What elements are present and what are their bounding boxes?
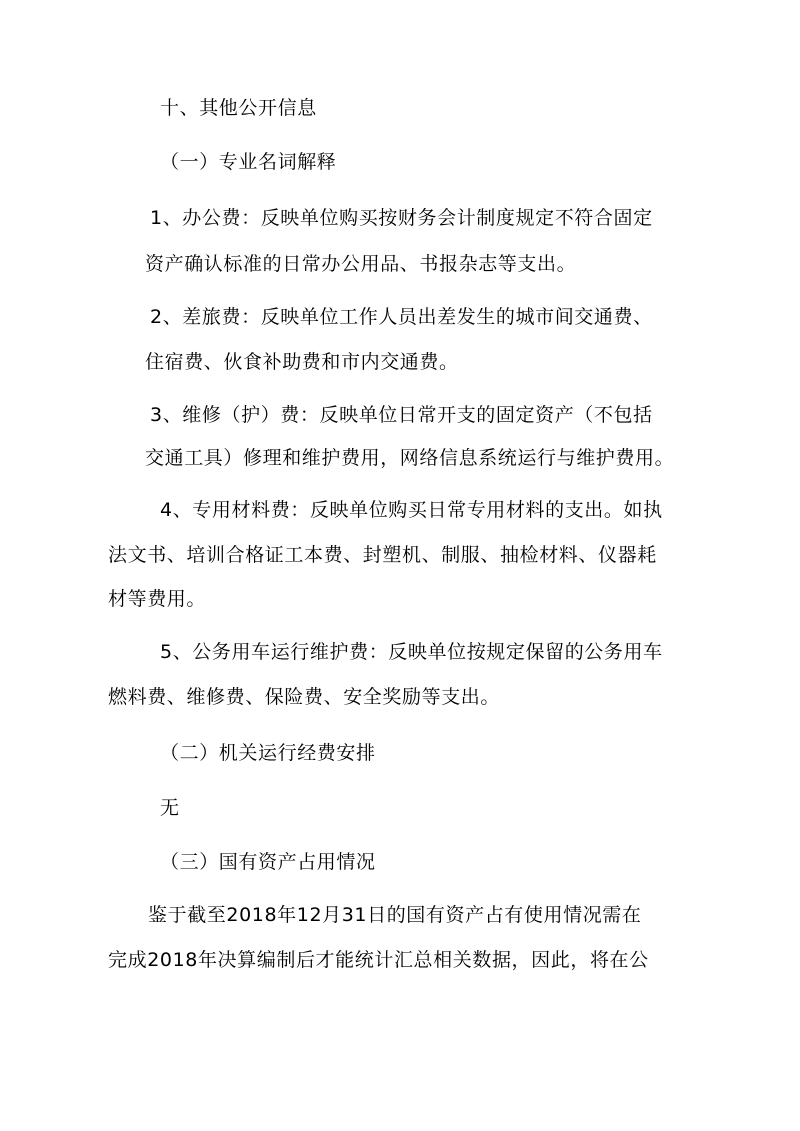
term-travel-fee-line-2: 住宿费、伙食补助费和市内交通费。: [145, 351, 459, 373]
operating-funds-body: 无: [160, 797, 180, 819]
state-assets-body-line-1: 鉴于截至2018年12月31日的国有资产占有使用情况需在: [148, 904, 642, 926]
section-title: 十、其他公开信息: [160, 97, 317, 119]
term-materials-fee-line-2: 法文书、培训合格证工本费、封塑机、制服、抽检材料、仪器耗: [108, 544, 657, 566]
term-office-fee-line-1: 1、办公费：反映单位购买按财务会计制度规定不符合固定: [150, 207, 653, 229]
subsection-heading-operating-funds: （二）机关运行经费安排: [160, 742, 376, 764]
term-vehicle-fee-line-1: 5、公务用车运行维护费：反映单位按规定保留的公务用车: [160, 641, 663, 663]
subsection-heading-state-assets: （三）国有资产占用情况: [160, 851, 376, 873]
term-vehicle-fee-line-2: 燃料费、维修费、保险费、安全奖励等支出。: [108, 686, 501, 708]
term-maintenance-fee-line-1: 3、维修（护）费：反映单位日常开支的固定资产（不包括: [150, 404, 653, 426]
term-materials-fee-line-1: 4、专用材料费：反映单位购买日常专用材料的支出。如执: [160, 499, 663, 521]
term-materials-fee-line-3: 材等费用。: [108, 588, 207, 610]
term-maintenance-fee-line-2: 交通工具）修理和维护费用，网络信息系统运行与维护费用。: [145, 447, 675, 469]
term-office-fee-line-2: 资产确认标准的日常办公用品、书报杂志等支出。: [145, 253, 577, 275]
state-assets-body-line-2: 完成2018年决算编制后才能统计汇总相关数据，因此，将在公: [108, 949, 649, 971]
term-travel-fee-line-1: 2、差旅费：反映单位工作人员出差发生的城市间交通费、: [150, 306, 653, 328]
subsection-heading-terms: （一）专业名词解释: [160, 151, 337, 173]
